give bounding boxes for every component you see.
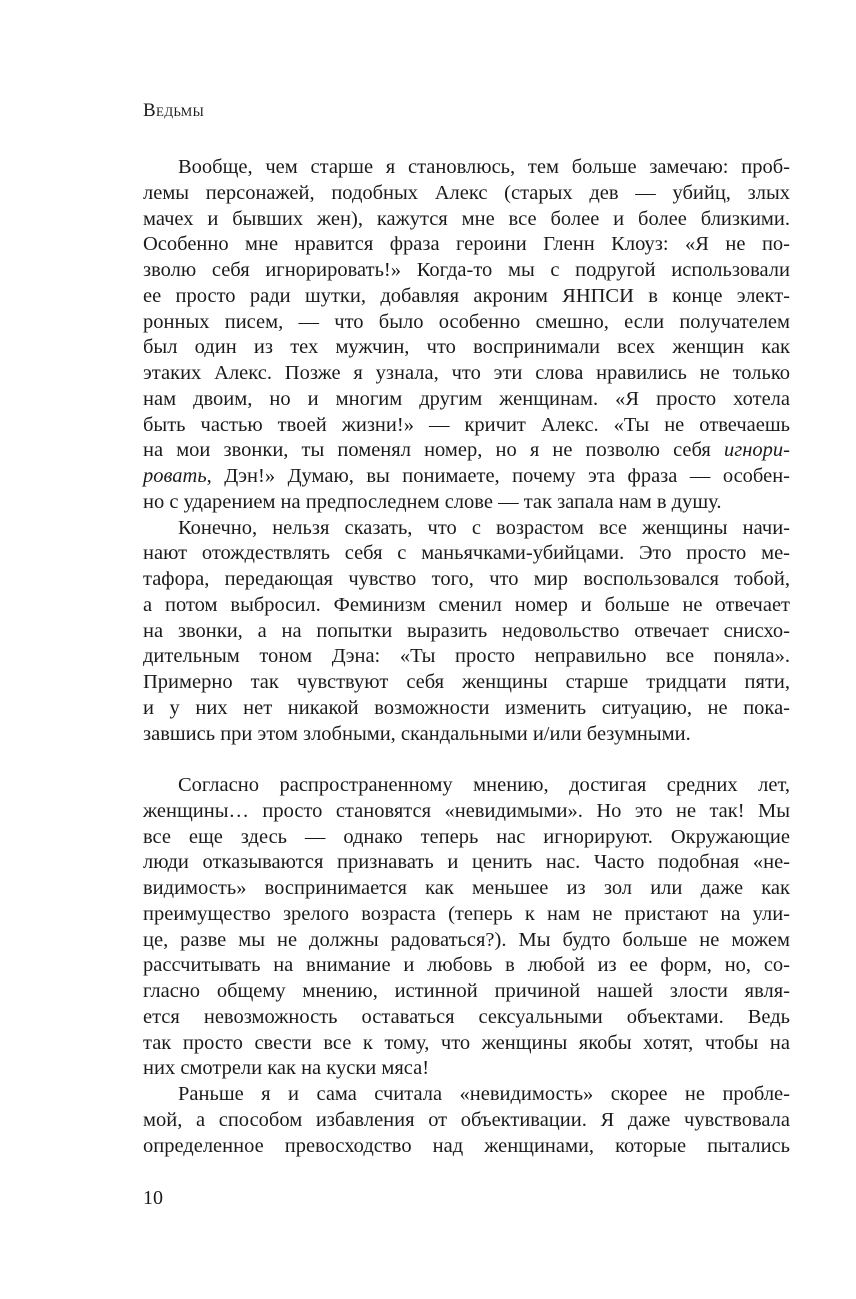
- text-segment: преимущество зрелого возраста (теперь к нам не пристают на ули-: [143, 902, 790, 925]
- text-line: [143, 902, 790, 928]
- text-line: [143, 181, 790, 207]
- running-header: Ведьмы: [143, 100, 205, 121]
- text-line: [143, 207, 790, 233]
- text-segment: был один из тех мужчин, что воспринимали всех женщин как: [143, 336, 790, 359]
- text-line: [143, 1056, 790, 1082]
- text-line: [143, 1108, 790, 1134]
- page-body-text: [143, 155, 790, 1159]
- italic-text: ровать: [143, 465, 207, 487]
- text-segment: дительным тоном Дэна: «Ты просто неправильно все поняла».: [143, 645, 790, 668]
- text-line: [143, 850, 790, 876]
- text-line: [143, 464, 790, 490]
- text-segment: завшись при этом злобными, скандальными и/или безумными.: [143, 722, 691, 745]
- text-line: [143, 1005, 790, 1031]
- text-segment: рассчитывать на внимание и любовь в любой из ее форм, но, со-: [143, 954, 790, 977]
- text-segment: лемы персонажей, подобных Алекс (старых дев — убийц, злых: [143, 181, 790, 204]
- text-segment: , Дэн!» Думаю, вы понимаете, почему эта фраза — особен-: [206, 465, 790, 487]
- text-line: [143, 773, 790, 799]
- text-segment: Примерно так чувствуют себя женщины старше тридцати пяти,: [143, 671, 790, 693]
- text-line: [143, 799, 790, 825]
- text-line: [143, 284, 790, 310]
- paragraph: [143, 155, 790, 516]
- text-line: [143, 232, 790, 258]
- text-segment: Раньше я и сама считала «невидимость» скорее не пробле-: [178, 1083, 790, 1105]
- page-number: 10: [143, 1187, 163, 1209]
- text-segment: быть частью твоей жизни!» — кричит Алекс. «Ты не отвечаешь: [143, 413, 790, 436]
- text-line: [143, 155, 790, 181]
- text-segment: них смотрели как на куски мяса!: [143, 1057, 430, 1080]
- text-segment: мачех и бывших жен), кажутся мне все более и более близкими.: [143, 207, 790, 230]
- text-line: [143, 258, 790, 284]
- text-segment: так просто свести все к тому, что женщины якобы хотят, чтобы на: [143, 1031, 790, 1054]
- text-segment: ется невозможность оставаться сексуальными объектами. Ведь: [143, 1005, 790, 1028]
- text-line: [143, 387, 790, 413]
- text-segment: Особенно мне нравится фраза героини Гленн Клоуз: «Я не по-: [143, 233, 790, 256]
- text-line: [143, 413, 790, 439]
- italic-text: игнори-: [724, 439, 790, 462]
- text-line: [143, 438, 790, 464]
- paragraph: [143, 516, 790, 748]
- text-line: [143, 619, 790, 645]
- text-line: [143, 876, 790, 902]
- text-segment: ее просто ради шутки, добавляя акроним ЯНПСИ в конце элект-: [143, 284, 790, 307]
- text-line: [143, 1082, 790, 1108]
- text-segment: а потом выбросил. Феминизм сменил номер и больше не отвечает: [143, 593, 790, 616]
- text-segment: Согласно распространенному мнению, достигая средних лет,: [178, 774, 790, 796]
- text-segment: ронных писем, — что было особенно смешно, если получателем: [143, 310, 790, 333]
- text-line: [143, 1134, 790, 1160]
- text-segment: Конечно, нельзя сказать, что с возрастом все женщины начи-: [178, 516, 790, 539]
- text-segment: нают отождествлять себя с маньячками-убийцами. Это просто ме-: [143, 542, 790, 565]
- text-segment: тафора, передающая чувство того, что мир воспользовался тобой,: [143, 568, 790, 590]
- text-line: [143, 644, 790, 670]
- text-segment: все еще здесь — однако теперь нас игнорируют. Окружающие: [143, 825, 790, 848]
- text-line: [143, 516, 790, 542]
- text-line: [143, 979, 790, 1005]
- text-line: [143, 1031, 790, 1057]
- text-segment: це, разве мы не должны радоваться?). Мы будто больше не можем: [143, 928, 790, 951]
- text-segment: на звонки, а на попытки выразить недовольство отвечает снисхо-: [143, 619, 790, 642]
- text-line: [143, 593, 790, 619]
- text-line: [143, 670, 790, 696]
- text-line: [143, 361, 790, 387]
- text-segment: видимость» воспринимается как меньшее из зол или даже как: [143, 877, 790, 899]
- text-segment: женщины… просто становятся «невидимыми». Но это не так! Мы: [143, 799, 790, 822]
- text-segment: Вообще, чем старше я становлюсь, тем больше замечаю: проб-: [178, 156, 790, 178]
- paragraph-gap: [143, 747, 790, 773]
- text-line: [143, 696, 790, 722]
- text-segment: на мои звонки, ты поменял номер, но я не позволю себя: [143, 439, 724, 462]
- text-segment: мой, а способом избавления от объективации. Я даже чувствовала: [143, 1108, 790, 1131]
- text-segment: но с ударением на предпоследнем слове — так запала нам в душу.: [143, 490, 722, 513]
- paragraph: [143, 1082, 790, 1159]
- paragraph: [143, 773, 790, 1082]
- text-segment: люди отказываются признавать и ценить нас. Часто подобная «не-: [143, 851, 790, 874]
- text-line: [143, 567, 790, 593]
- text-line: [143, 335, 790, 361]
- text-segment: и у них нет никакой возможности изменить ситуацию, не пока-: [143, 696, 790, 719]
- text-segment: зволю себя игнорировать!» Когда-то мы с подругой использовали: [143, 259, 790, 281]
- text-line: [143, 541, 790, 567]
- text-line: [143, 722, 790, 748]
- text-line: [143, 490, 790, 516]
- text-segment: нам двоим, но и многим другим женщинам. «Я просто хотела: [143, 387, 790, 410]
- text-line: [143, 953, 790, 979]
- text-line: [143, 310, 790, 336]
- text-segment: этаких Алекс. Позже я узнала, что эти слова нравились не только: [143, 362, 790, 384]
- text-segment: гласно общему мнению, истинной причиной нашей злости явля-: [143, 980, 790, 1002]
- text-segment: определенное превосходство над женщинами, которые пытались: [143, 1134, 790, 1157]
- text-line: [143, 928, 790, 954]
- text-line: [143, 825, 790, 851]
